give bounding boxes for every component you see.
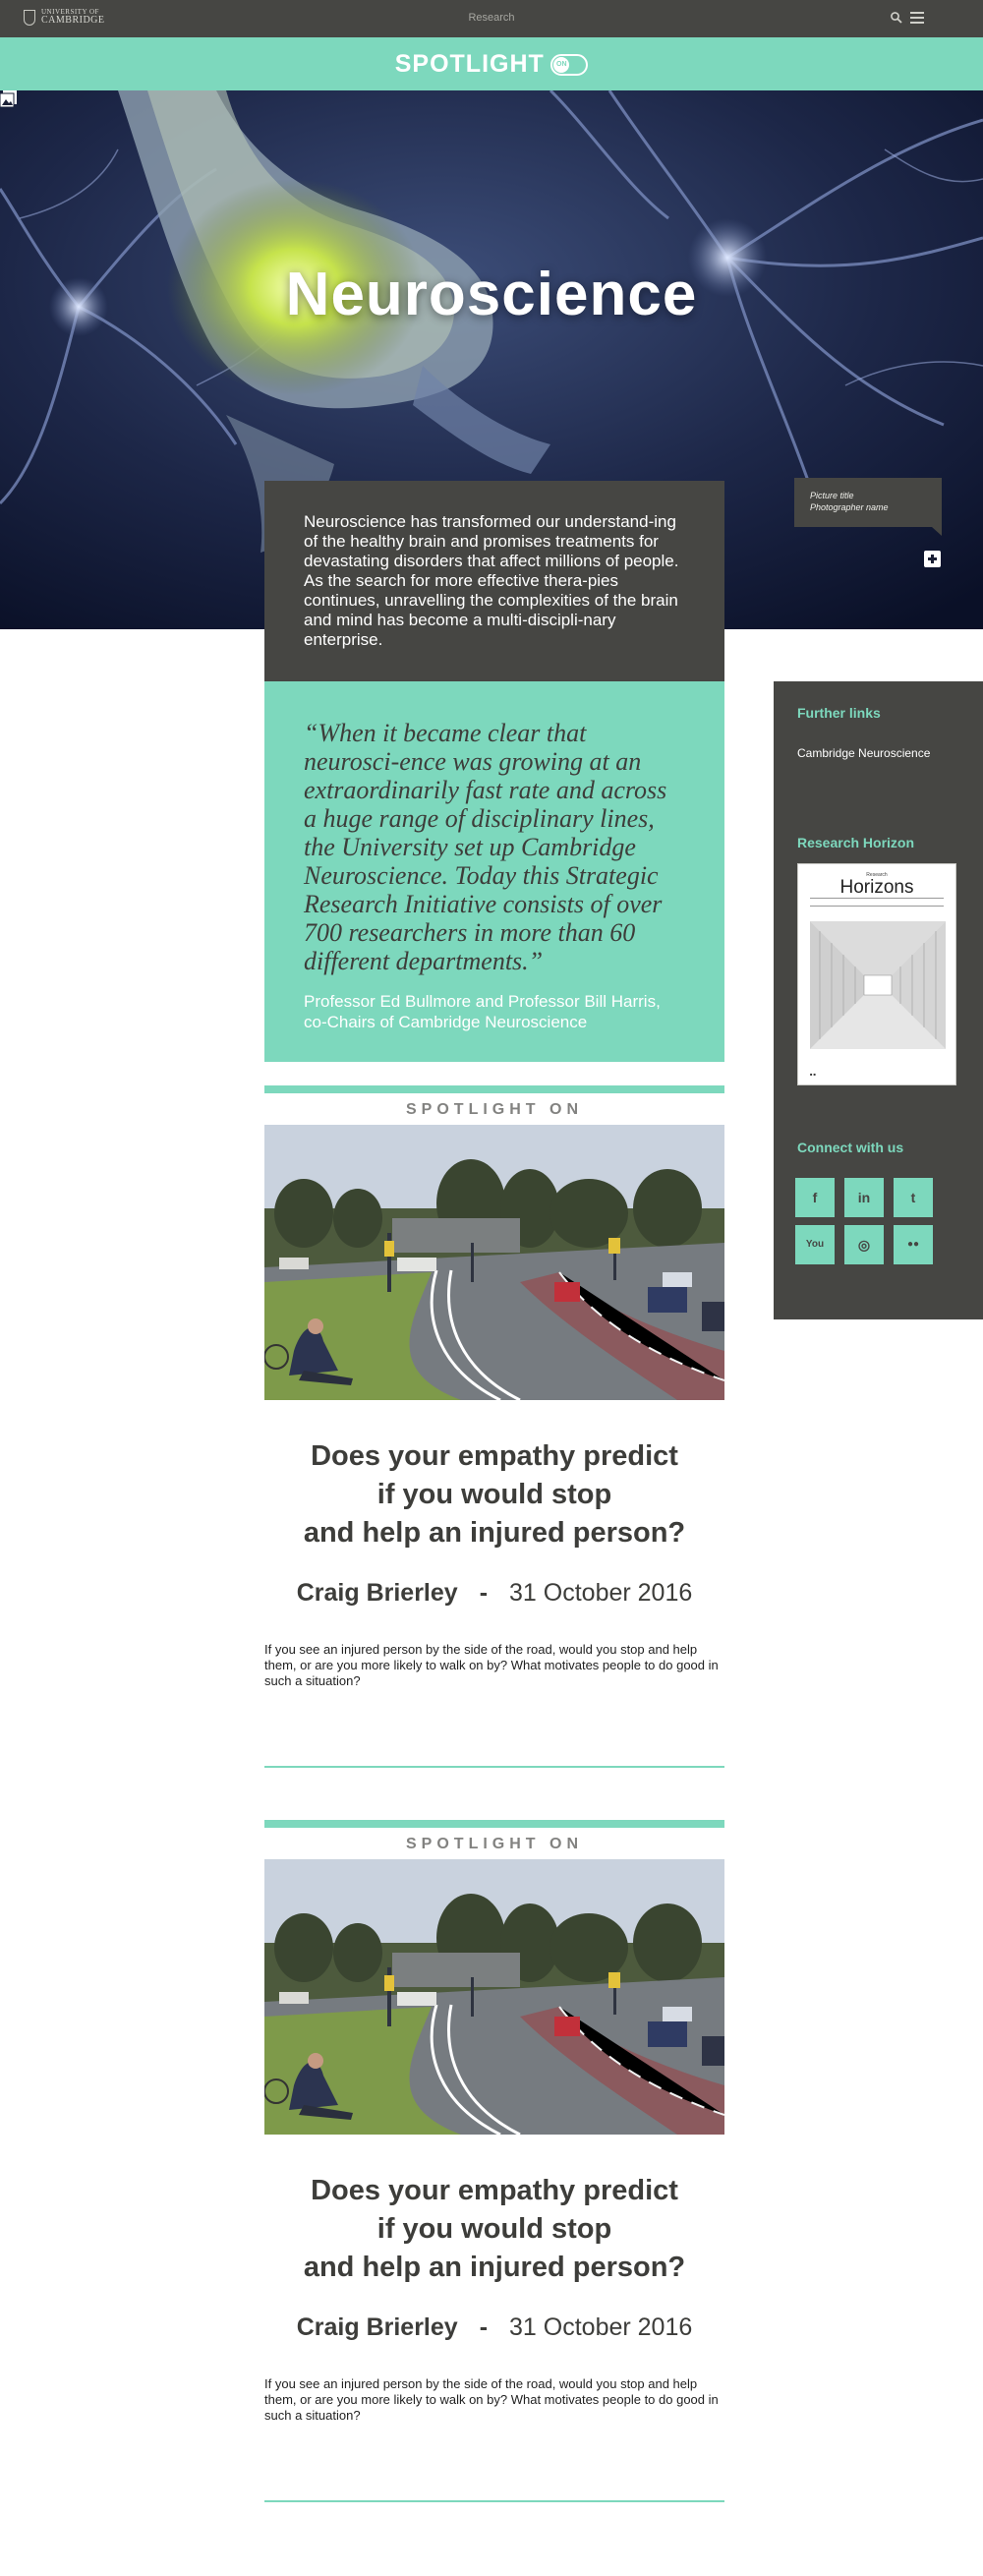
article-divider bbox=[264, 2500, 724, 2502]
cover-illustration bbox=[810, 921, 946, 1049]
expand-plus-icon[interactable] bbox=[924, 551, 941, 567]
flickr-icon[interactable]: ●● bbox=[894, 1225, 933, 1264]
menu-icon[interactable] bbox=[910, 12, 924, 24]
quote-attribution: Professor Ed Bullmore and Professor Bill Harris, co-Chairs of Cambridge Neuroscience bbox=[304, 992, 661, 1031]
accent-bar bbox=[264, 1085, 724, 1093]
roadside-photo bbox=[264, 1125, 724, 1400]
article-title[interactable]: Does your empathy predict if you would stop and help an injured person? bbox=[303, 2175, 686, 2283]
article-summary: If you see an injured person by the side of the road, would you stop and help them, or are you more likely to walk on by? What motivates people to do good in such a situation? bbox=[264, 2376, 719, 2423]
article-date: 31 October 2016 bbox=[509, 1579, 693, 1607]
article-date: 31 October 2016 bbox=[509, 2313, 693, 2341]
youtube-icon[interactable]: You bbox=[795, 1225, 835, 1264]
cover-strap bbox=[810, 898, 944, 907]
roadside-photo bbox=[264, 1859, 724, 2135]
cover-kicker: Research bbox=[866, 872, 888, 878]
caption-title: Picture title bbox=[810, 491, 854, 500]
article-author[interactable]: Craig Brierley bbox=[296, 1579, 458, 1607]
sidebar bbox=[774, 681, 983, 1319]
accent-bar bbox=[264, 1820, 724, 1828]
article-author[interactable]: Craig Brierley bbox=[296, 2313, 458, 2341]
research-horizons-cover[interactable] bbox=[797, 863, 956, 1085]
article-title[interactable]: Does your empathy predict if you would stop and help an injured person? bbox=[303, 1440, 686, 1549]
article-byline bbox=[264, 1579, 724, 1608]
quote-text: “When it became clear that neurosci-ence was growing at an extraordinarily fast rate and across a huge range of disciplinary lines, the University set up Cambridge Neuroscience. Today this Strategic Research Initiative consists of over 700 researchers in more than 60 different departments.” bbox=[304, 719, 667, 975]
linkedin-icon[interactable]: in bbox=[844, 1178, 884, 1217]
instagram-icon[interactable]: ◎ bbox=[844, 1225, 884, 1264]
logo-line-1: UNIVERSITY OF bbox=[41, 8, 99, 16]
cover-title: Horizons bbox=[839, 877, 914, 898]
further-links-heading: Further links bbox=[797, 705, 881, 721]
top-bar bbox=[0, 0, 983, 37]
section-title[interactable]: Research bbox=[468, 12, 515, 24]
article-photo[interactable] bbox=[264, 1859, 724, 2135]
research-horizon-heading: Research Horizon bbox=[797, 835, 915, 850]
search-icon[interactable] bbox=[890, 11, 903, 25]
caption-credit: Photographer name bbox=[810, 502, 889, 512]
byline-separator: - bbox=[479, 1579, 489, 1607]
article-divider bbox=[264, 1766, 724, 1768]
quote-block bbox=[264, 681, 724, 1062]
gallery-icon[interactable] bbox=[0, 90, 17, 107]
article-photo[interactable] bbox=[264, 1125, 724, 1400]
cover-footer: ■ ■ bbox=[810, 1072, 816, 1077]
logo-line-2: CAMBRIDGE bbox=[41, 15, 105, 26]
byline-separator: - bbox=[479, 2313, 489, 2341]
spotlight-logo[interactable] bbox=[0, 50, 983, 79]
toggle-pill-icon bbox=[550, 54, 588, 76]
spotlight-badge: ON bbox=[553, 57, 569, 73]
intro-text: Neuroscience has transformed our understand-ing of the healthy brain and promises treatments for devastating disorders that affect millions of people. As the search for more effective thera-pies continues, unravelling the complexities of the brain and mind has become a multi-discipli-nary enterprise. bbox=[264, 481, 724, 681]
hero-title: Neuroscience bbox=[285, 261, 698, 328]
twitter-icon[interactable]: t bbox=[894, 1178, 933, 1217]
article-summary: If you see an injured person by the side of the road, would you stop and help them, or are you more likely to walk on by? What motivates people to do good in such a situation? bbox=[264, 1642, 719, 1688]
connect-heading: Connect with us bbox=[797, 1140, 904, 1155]
further-link-cambridge-neuroscience[interactable]: Cambridge Neuroscience bbox=[797, 746, 931, 760]
article-kicker: SPOTLIGHT ON bbox=[406, 1836, 583, 1852]
article-byline bbox=[264, 2313, 724, 2342]
spotlight-bar bbox=[0, 37, 983, 90]
article-kicker: SPOTLIGHT ON bbox=[406, 1101, 583, 1118]
photo-caption bbox=[794, 478, 942, 527]
facebook-icon[interactable]: f bbox=[795, 1178, 835, 1217]
spotlight-wordmark: SPOTLIGHT bbox=[394, 50, 545, 78]
